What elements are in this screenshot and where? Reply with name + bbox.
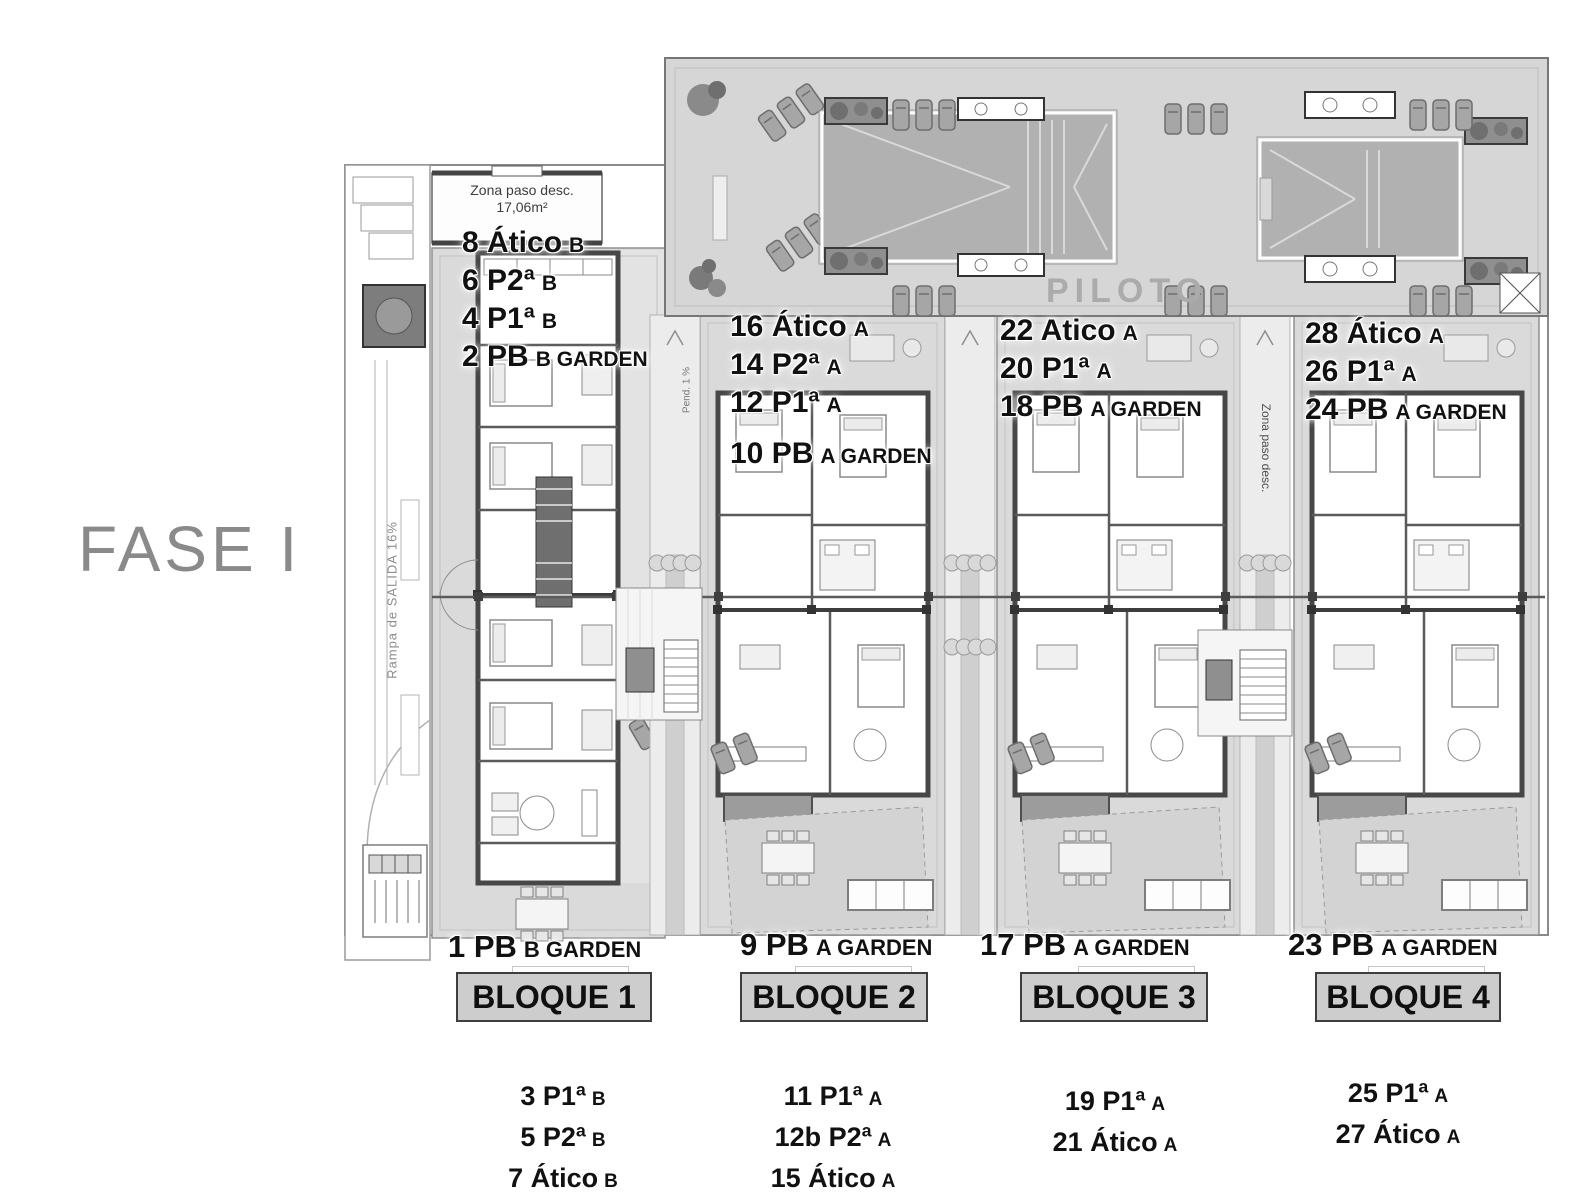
unit-number: 6 P2ª <box>462 264 535 297</box>
bloque-1-name-box: BLOQUE 1 <box>456 972 652 1022</box>
unit-letter: A <box>853 318 869 341</box>
ramp-label: Rampa de SALIDA 16% <box>384 521 400 679</box>
unit-label <box>448 1160 678 1200</box>
unit-label <box>448 1119 678 1160</box>
unit-label <box>718 1078 948 1119</box>
unit-label <box>730 386 932 424</box>
main-pool <box>819 98 1117 276</box>
corridor-2 <box>944 315 996 935</box>
unit-label <box>730 310 932 348</box>
bloque-4-ground-label <box>1288 928 1498 967</box>
unit-number: 5 P2ª <box>520 1122 586 1152</box>
unit-label <box>448 1078 678 1119</box>
unit-letter: A GARDEN <box>1073 935 1190 960</box>
bloque-4-name-box: BLOQUE 4 <box>1315 972 1501 1022</box>
unit-letter: A GARDEN <box>1090 398 1202 421</box>
unit-letter: B <box>541 310 557 333</box>
unit-letter: A <box>868 1089 883 1110</box>
unit-letter: A <box>1163 1135 1178 1156</box>
unit-number: 4 P1ª <box>462 302 535 335</box>
unit-label <box>730 348 932 386</box>
unit-number: 15 Ático <box>770 1163 876 1193</box>
corridor-zona-label: Zona paso desc. <box>1259 403 1273 493</box>
unit-label <box>1000 1083 1230 1124</box>
bloque-2-unit-list <box>730 310 932 475</box>
zona-paso-area: 17,06m² <box>496 199 548 215</box>
unit-letter: A <box>1446 1127 1461 1148</box>
unit-letter: B <box>569 234 585 257</box>
unit-letter: A <box>1096 360 1112 383</box>
unit-label <box>462 264 648 302</box>
unit-label <box>1000 390 1202 428</box>
unit-letter: A GARDEN <box>820 445 932 468</box>
unit-letter: A GARDEN <box>1381 935 1498 960</box>
bloque-1-lower-list <box>448 1078 678 1200</box>
unit-label <box>1283 1116 1513 1157</box>
unit-letter: B GARDEN <box>523 937 642 962</box>
unit-label <box>462 340 648 378</box>
unit-number: 12 P1ª <box>730 386 820 419</box>
unit-label <box>1283 1075 1513 1116</box>
bloque-4-unit-list <box>1305 317 1507 431</box>
unit-number: 14 P2ª <box>730 348 820 381</box>
unit-number: 3 P1ª <box>520 1081 586 1111</box>
unit-letter: A <box>826 394 842 417</box>
unit-letter: A <box>881 1171 896 1192</box>
unit-number: 21 Ático <box>1052 1127 1158 1157</box>
unit-letter: A <box>1401 363 1417 386</box>
bloque-1-unit-list <box>462 226 648 378</box>
unit-letter: A <box>1428 325 1444 348</box>
unit-label <box>462 226 648 264</box>
unit-letter: A GARDEN <box>1395 401 1507 424</box>
unit-number: 23 PB <box>1288 927 1375 962</box>
bloque-3-lower-list <box>1000 1083 1230 1165</box>
unit-label <box>718 1160 948 1200</box>
unit-label <box>1000 1124 1230 1165</box>
unit-letter: B <box>604 1171 618 1192</box>
unit-number: 10 PB <box>730 437 814 470</box>
stair-core-1 <box>616 588 702 720</box>
unit-letter: A GARDEN <box>815 935 933 960</box>
bloque-2-name-box: BLOQUE 2 <box>740 972 928 1022</box>
unit-label <box>1305 355 1507 393</box>
piloto-label: PILOTO <box>1046 272 1208 310</box>
unit-label <box>1000 352 1202 390</box>
unit-number: 28 Ático <box>1305 317 1422 350</box>
unit-number: 1 PB <box>448 929 517 964</box>
unit-letter: A <box>1434 1086 1449 1107</box>
unit-letter: B <box>591 1089 606 1110</box>
unit-label <box>1305 393 1507 431</box>
unit-letter: A <box>826 356 842 379</box>
bloque-3-ground-label <box>980 928 1190 967</box>
unit-number: 16 Ático <box>730 310 847 343</box>
unit-label <box>462 302 648 340</box>
unit-label <box>1305 317 1507 355</box>
unit-number: 26 P1ª <box>1305 355 1395 388</box>
unit-number: 25 P1ª <box>1347 1078 1429 1108</box>
unit-label <box>718 1119 948 1160</box>
unit-label <box>730 437 932 475</box>
bloque-2-ground-label <box>740 928 932 967</box>
unit-number: 20 P1ª <box>1000 352 1090 385</box>
unit-number: 2 PB <box>462 340 529 373</box>
bloque-3-unit-list <box>1000 314 1202 428</box>
unit-letter: A <box>1122 322 1138 345</box>
unit-number: 17 PB <box>980 927 1067 962</box>
unit-number: 22 Atico <box>1000 314 1116 347</box>
unit-number: 11 P1ª <box>783 1081 863 1111</box>
unit-letter: B <box>541 272 557 295</box>
bloque-3-name-box: BLOQUE 3 <box>1020 972 1208 1022</box>
unit-number: 7 Ático <box>508 1163 599 1193</box>
unit-number: 24 PB <box>1305 393 1389 426</box>
pend-label: Pend. 1 % <box>681 366 693 414</box>
unit-letter: A <box>1151 1094 1166 1115</box>
stair-core-2 <box>1198 630 1292 736</box>
unit-number: 18 PB <box>1000 390 1084 423</box>
unit-label <box>1000 314 1202 352</box>
unit-letter: B GARDEN <box>535 348 648 371</box>
unit-number: 9 PB <box>740 927 809 962</box>
unit-letter: B <box>591 1130 606 1151</box>
unit-number: 8 Ático <box>462 226 563 259</box>
bloque-4-lower-list <box>1283 1075 1513 1157</box>
unit-number: 27 Ático <box>1335 1119 1441 1149</box>
fase-title: FASE I <box>78 513 302 585</box>
zona-paso-label <box>437 182 607 216</box>
unit-number: 12b P2ª <box>774 1122 872 1152</box>
unit-letter: A <box>877 1130 892 1151</box>
unit-number: 19 P1ª <box>1064 1086 1146 1116</box>
bloque-1-ground-label <box>448 930 641 969</box>
zona-paso-line1: Zona paso desc. <box>470 182 574 198</box>
bloque-2-lower-list <box>718 1078 948 1200</box>
